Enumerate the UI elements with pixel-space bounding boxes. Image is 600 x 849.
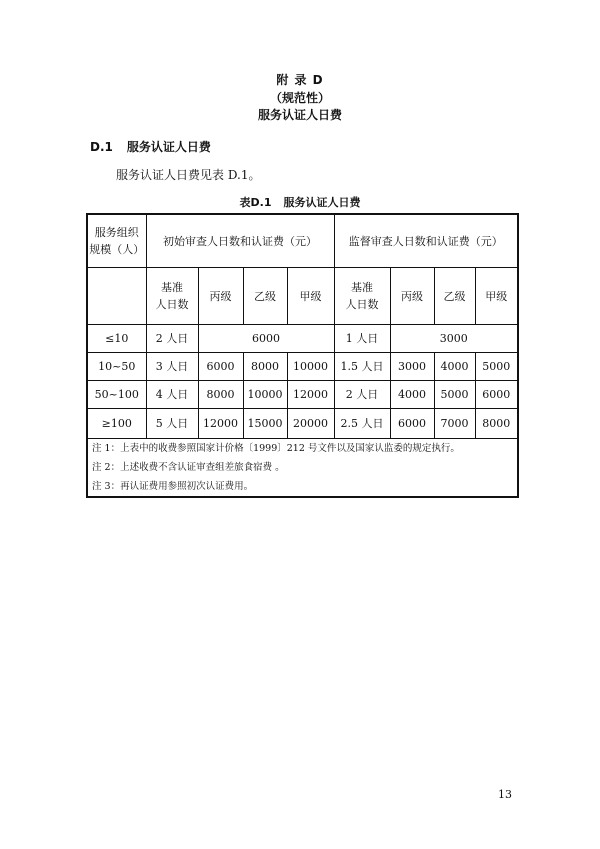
surv-fee-cell: 3000 [390,325,518,353]
scale-cell: ≥100 [87,409,146,439]
surv-grade-c-header: 丙级 [390,268,434,325]
surv-grade-b-header: 乙级 [434,268,475,325]
header-row-1 [87,214,518,268]
table-caption-title: 服务认证人日费 [283,196,361,209]
org-scale-header-line1: 服务组织 [94,226,139,239]
table-note-3: 注 3：再认证费用参照初次认证费用。 [87,477,518,497]
surv-grade-a-header: 甲级 [475,268,518,325]
surv-grade-a-cell: 8000 [475,409,518,439]
scale-cell: ≤10 [87,325,146,353]
surv-grade-b-cell: 7000 [434,409,475,439]
scale-cell: 10~50 [87,353,146,381]
header-row-2 [87,268,518,325]
appendix-name: 服务认证人日费 [257,108,342,122]
table-note-1: 注 1：上表中的收费参照国家计价格〔1999〕212 号文件以及国家认监委的规定执行。 [87,439,518,459]
initial-days-cell: 4 人日 [146,381,198,409]
surv-grade-a-cell: 5000 [475,353,518,381]
initial-grade-c-cell: 8000 [198,381,243,409]
initial-base-days-header [146,268,198,325]
initial-review-header: 初始审查人日数和认证费（元） [146,214,334,268]
table-caption [0,194,600,210]
table-note-row [87,458,518,477]
initial-grade-b-cell: 10000 [243,381,287,409]
surv-base-days-line2: 人日数 [345,298,379,311]
section-heading [90,138,211,155]
initial-grade-a-cell: 12000 [287,381,334,409]
appendix-normative-label: （规范性） [269,91,330,105]
surv-grade-c-cell: 3000 [390,353,434,381]
section-paragraph: 服务认证人日费见表 D.1。 [116,168,261,182]
initial-grade-b-header: 乙级 [243,268,287,325]
appendix-title: 附 录 D [276,73,324,87]
table-note-row [87,439,518,459]
initial-grade-b-cell: 8000 [243,353,287,381]
org-scale-header-line2: 规模（人） [89,243,145,256]
initial-base-days-line1: 基准 [161,281,183,294]
table-row [87,381,518,409]
surv-days-cell: 2 人日 [334,381,390,409]
initial-grade-a-cell: 20000 [287,409,334,439]
initial-grade-b-cell: 15000 [243,409,287,439]
table-note-2: 注 2：上述收费不含认证审查组差旅食宿费 。 [87,458,518,477]
initial-grade-c-cell: 12000 [198,409,243,439]
surv-base-days-header [334,268,390,325]
surv-base-days-line1: 基准 [351,281,373,294]
surveillance-review-header: 监督审查人日数和认证费（元） [334,214,518,268]
surv-days-cell: 1.5 人日 [334,353,390,381]
initial-grade-a-cell: 10000 [287,353,334,381]
table-note-row [87,477,518,497]
org-scale-header [87,214,146,268]
initial-fee-cell: 6000 [198,325,334,353]
surv-grade-c-cell: 6000 [390,409,434,439]
table-row [87,325,518,353]
fee-table [86,213,519,498]
surv-days-cell: 2.5 人日 [334,409,390,439]
table-row [87,353,518,381]
table-caption-number: 表D.1 [239,196,272,209]
initial-days-cell: 2 人日 [146,325,198,353]
initial-days-cell: 5 人日 [146,409,198,439]
surv-grade-b-cell: 5000 [434,381,475,409]
surv-grade-a-cell: 6000 [475,381,518,409]
section-title: 服务认证人日费 [126,140,211,154]
initial-grade-a-header: 甲级 [287,268,334,325]
section-number: D.1 [90,140,113,154]
initial-grade-c-header: 丙级 [198,268,243,325]
scale-cell: 50~100 [87,381,146,409]
table-row [87,409,518,439]
surv-grade-b-cell: 4000 [434,353,475,381]
surv-days-cell: 1 人日 [334,325,390,353]
header-blank-cell [87,268,146,325]
page-number: 13 [498,788,512,801]
initial-grade-c-cell: 6000 [198,353,243,381]
surv-grade-c-cell: 4000 [390,381,434,409]
initial-base-days-line2: 人日数 [155,298,189,311]
initial-days-cell: 3 人日 [146,353,198,381]
